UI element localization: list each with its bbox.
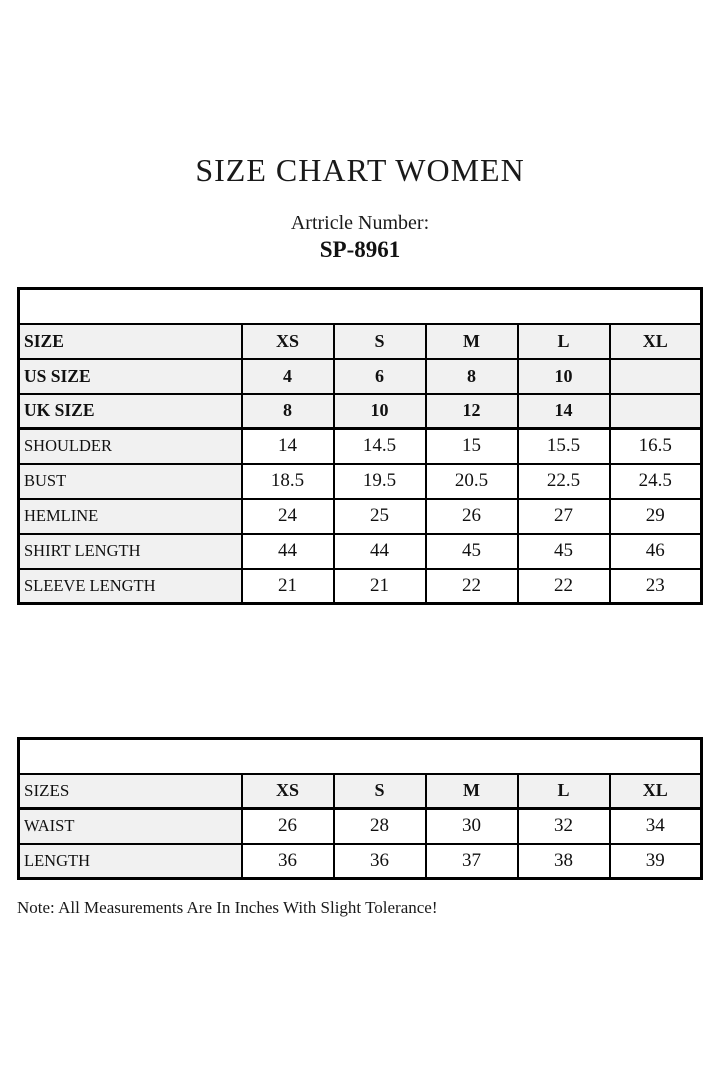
size-cell: S xyxy=(334,324,426,359)
measurement-cell: 22 xyxy=(426,569,518,604)
table-row xyxy=(19,429,702,464)
row-label-us-size: US SIZE xyxy=(19,359,242,394)
trouser-table-title: TROUSER xyxy=(19,739,702,774)
measurement-cell: 34 xyxy=(610,809,702,844)
measurement-cell: 46 xyxy=(610,534,702,569)
size-cell: XS xyxy=(242,774,334,809)
measurement-cell: 16.5 xyxy=(610,429,702,464)
measurement-cell: 14 xyxy=(242,429,334,464)
measurement-cell: 21 xyxy=(242,569,334,604)
size-cell: S xyxy=(334,774,426,809)
size-cell: 8 xyxy=(426,359,518,394)
table-row xyxy=(19,324,702,359)
row-label-shoulder: SHOULDER xyxy=(19,429,242,464)
row-label-shirt-length: SHIRT LENGTH xyxy=(19,534,242,569)
size-cell xyxy=(610,359,702,394)
measurement-cell: 39 xyxy=(610,844,702,879)
size-cell: L xyxy=(518,774,610,809)
measurement-cell: 24 xyxy=(242,499,334,534)
table-row xyxy=(19,774,702,809)
measurement-cell: 45 xyxy=(426,534,518,569)
size-cell: M xyxy=(426,774,518,809)
row-label-size: SIZE xyxy=(19,324,242,359)
measurement-cell: 19.5 xyxy=(334,464,426,499)
measurement-cell: 45 xyxy=(518,534,610,569)
measurement-cell: 26 xyxy=(426,499,518,534)
measurement-cell: 27 xyxy=(518,499,610,534)
measurement-cell: 22.5 xyxy=(518,464,610,499)
size-cell: 12 xyxy=(426,394,518,429)
row-label-length: LENGTH xyxy=(19,844,242,879)
measurement-cell: 30 xyxy=(426,809,518,844)
table-row xyxy=(19,499,702,534)
size-cell: 6 xyxy=(334,359,426,394)
measurement-cell: 14.5 xyxy=(334,429,426,464)
size-cell: XL xyxy=(610,774,702,809)
measurement-cell: 22 xyxy=(518,569,610,604)
size-cell: 10 xyxy=(334,394,426,429)
measurement-cell: 29 xyxy=(610,499,702,534)
shirt-size-table xyxy=(17,287,703,605)
size-cell: 4 xyxy=(242,359,334,394)
measurement-cell: 18.5 xyxy=(242,464,334,499)
measurement-cell: 38 xyxy=(518,844,610,879)
table-row xyxy=(19,394,702,429)
measurement-cell: 36 xyxy=(242,844,334,879)
measurement-cell: 36 xyxy=(334,844,426,879)
table-row xyxy=(19,359,702,394)
table-row xyxy=(19,464,702,499)
table-row xyxy=(19,809,702,844)
row-label-uk-size: UK SIZE xyxy=(19,394,242,429)
table-row xyxy=(19,844,702,879)
shirt-band-row xyxy=(19,289,702,324)
measurement-cell: 23 xyxy=(610,569,702,604)
measurement-cell: 15 xyxy=(426,429,518,464)
row-label-sleeve-length: SLEEVE LENGTH xyxy=(19,569,242,604)
measurement-note: Note: All Measurements Are In Inches With Slight Tolerance! xyxy=(17,898,438,917)
measurement-cell: 24.5 xyxy=(610,464,702,499)
size-cell: XS xyxy=(242,324,334,359)
article-number-value: SP-8961 xyxy=(319,237,401,262)
row-label-hemline: HEMLINE xyxy=(19,499,242,534)
shirt-table-title: SHIRT xyxy=(19,289,702,324)
trouser-band-row xyxy=(19,739,702,774)
size-cell: 8 xyxy=(242,394,334,429)
page-title: SIZE CHART WOMEN xyxy=(195,152,525,188)
row-label-sizes: SIZES xyxy=(19,774,242,809)
measurement-cell: 44 xyxy=(242,534,334,569)
table-row xyxy=(19,569,702,604)
row-label-bust: BUST xyxy=(19,464,242,499)
measurement-cell: 37 xyxy=(426,844,518,879)
measurement-cell: 26 xyxy=(242,809,334,844)
measurement-cell: 21 xyxy=(334,569,426,604)
article-number-label: Artricle Number: xyxy=(290,212,430,234)
trouser-size-table xyxy=(17,737,703,880)
table-row xyxy=(19,534,702,569)
row-label-waist: WAIST xyxy=(19,809,242,844)
measurement-cell: 44 xyxy=(334,534,426,569)
size-cell: 10 xyxy=(518,359,610,394)
size-cell xyxy=(610,394,702,429)
size-cell: L xyxy=(518,324,610,359)
measurement-cell: 32 xyxy=(518,809,610,844)
size-cell: M xyxy=(426,324,518,359)
measurement-cell: 20.5 xyxy=(426,464,518,499)
measurement-cell: 25 xyxy=(334,499,426,534)
size-cell: 14 xyxy=(518,394,610,429)
measurement-cell: 15.5 xyxy=(518,429,610,464)
size-cell: XL xyxy=(610,324,702,359)
measurement-cell: 28 xyxy=(334,809,426,844)
